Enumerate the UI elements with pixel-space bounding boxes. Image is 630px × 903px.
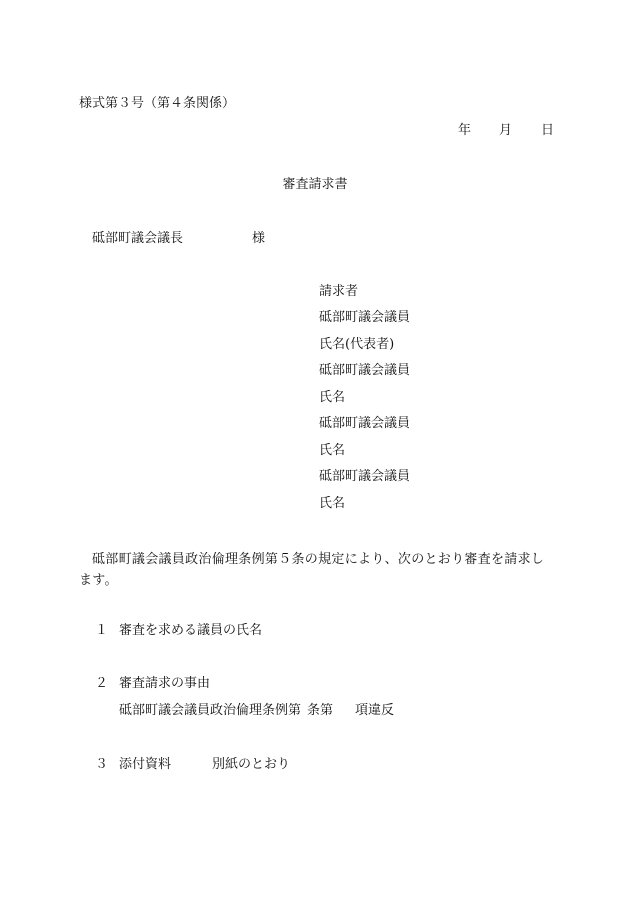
item-number: ３ [95, 757, 109, 772]
form-number: 様式第３号（第４条関係） [79, 96, 236, 111]
date-year: 年 [458, 123, 472, 138]
reason-detail-part3: 項違反 [355, 703, 395, 718]
requester-line: 砥部町議会議員 [319, 310, 411, 325]
addressee [92, 232, 265, 245]
requester-line: 砥部町議会議員 [319, 416, 411, 431]
item-3 [95, 758, 290, 771]
requester-line: 氏名 [319, 390, 346, 405]
addressee-name: 砥部町議会議長 [92, 231, 184, 246]
date-month: 月 [499, 123, 513, 138]
item-number: １ [95, 623, 109, 638]
request-statement: 砥部町議会議員政治倫理条例第５条の規定により、次のとおり審査を請求します。 [79, 552, 545, 588]
requester-line: 砥部町議会議員 [319, 363, 411, 378]
attachment-value: 別紙のとおり [212, 757, 291, 772]
date-day: 日 [541, 123, 555, 138]
requester-heading: 請求者 [319, 284, 359, 299]
date-line [458, 124, 554, 137]
addressee-honorific: 様 [252, 231, 266, 246]
item-label: 審査請求の事由 [119, 676, 211, 691]
requester-line: 氏名 [319, 443, 346, 458]
item-label: 審査を求める議員の氏名 [119, 623, 263, 638]
item-number: ２ [95, 676, 109, 691]
reason-detail-part1: 砥部町議会議員政治倫理条例第 [119, 703, 302, 718]
requester-line: 砥部町議会議員 [319, 469, 411, 484]
requester-line: 氏名 [319, 496, 346, 511]
document-title: 審査請求書 [282, 177, 348, 192]
item-1 [95, 624, 262, 637]
requester-line: 氏名(代表者) [319, 337, 395, 352]
reason-detail-part2: 条第 [307, 703, 334, 718]
item-2 [95, 677, 210, 690]
item-label: 添付資料 [119, 757, 172, 772]
reason-detail [119, 704, 394, 717]
